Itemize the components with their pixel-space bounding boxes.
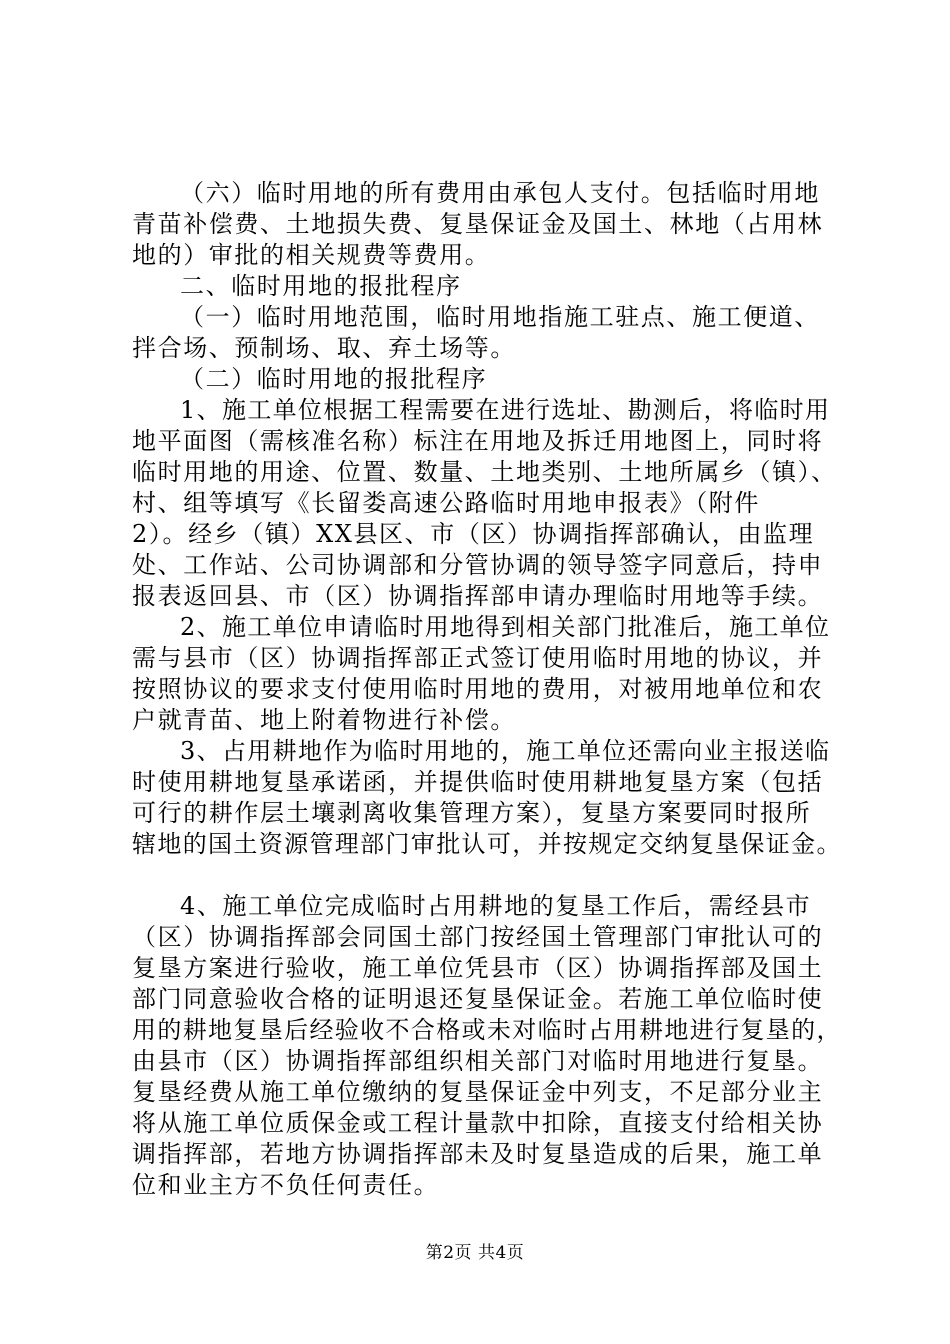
text-line-14: 报表返回县、市（区）协调指挥部申请办理临时用地等手续。 <box>132 582 824 610</box>
text-line-2: 青苗补偿费、土地损失费、复垦保证金及国土、林地（占用林 <box>132 210 824 238</box>
text-line-9: 地平面图（需核准名称）标注在用地及拆迁用地图上，同时将 <box>132 427 824 455</box>
text-line-26: 部门同意验收合格的证明退还复垦保证金。若施工单位临时使 <box>132 985 824 1013</box>
text-line-19: 3、占用耕地作为临时用地的，施工单位还需向业主报送临 <box>180 737 831 765</box>
text-line-10: 临时用地的用途、位置、数量、土地类别、土地所属乡（镇）、 <box>132 458 837 486</box>
text-line-24: （区）协调指挥部会同国土部门按经国土管理部门审批认可的 <box>132 923 824 951</box>
text-line-23: 4、施工单位完成临时占用耕地的复垦工作后，需经县市 <box>180 892 812 920</box>
text-line-12: 2）。经乡（镇）XX县区、市（区）协调指挥部确认，由监理 <box>132 520 815 548</box>
text-line-22: 辖地的国土资源管理部门审批认可，并按规定交纳复垦保证金。 <box>132 830 842 858</box>
text-line-28: 由县市（区）协调指挥部组织相关部门对临时用地进行复垦。 <box>132 1047 824 1075</box>
text-line-13: 处、工作站、公司协调部和分管协调的领导签字同意后，持申 <box>132 551 824 579</box>
text-line-21: 可行的耕作层土壤剥离收集管理方案），复垦方案要同时报所 <box>132 799 812 827</box>
text-line-16: 需与县市（区）协调指挥部正式签订使用临时用地的协议，并 <box>132 644 824 672</box>
subsection-heading: （二）临时用地的报批程序 <box>180 365 488 393</box>
text-line-17: 按照协议的要求支付使用临时用地的费用，对被用地单位和农 <box>132 675 824 703</box>
text-line-15: 2、施工单位申请临时用地得到相关部门批准后，施工单位 <box>180 613 831 641</box>
text-line-8: 1、施工单位根据工程需要在进行选址、勘测后，将临时用 <box>180 396 831 424</box>
text-line-25: 复垦方案进行验收，施工单位凭县市（区）协调指挥部及国土 <box>132 954 824 982</box>
text-line-27: 用的耕地复垦后经验收不合格或未对临时占用耕地进行复垦的， <box>132 1016 842 1044</box>
text-line-5: （一）临时用地范围，临时用地指施工驻点、施工便道、 <box>180 303 820 331</box>
text-line-11: 村、组等填写《长留娄高速公路临时用地申报表》（附件 <box>132 489 760 517</box>
text-line-18: 户就青苗、地上附着物进行补偿。 <box>132 706 516 734</box>
text-line-30: 将从施工单位质保金或工程计量款中扣除，直接支付给相关协 <box>132 1109 824 1137</box>
text-line-1: （六）临时用地的所有费用由承包人支付。包括临时用地 <box>180 179 820 207</box>
text-line-20: 时使用耕地复垦承诺函，并提供临时使用耕地复垦方案（包括 <box>132 768 824 796</box>
text-line-31: 调指挥部，若地方协调指挥部未及时复垦造成的后果，施工单 <box>132 1140 824 1168</box>
text-line-29: 复垦经费从施工单位缴纳的复垦保证金中列支，不足部分业主 <box>132 1078 824 1106</box>
page-footer: 第2页 共4页 <box>425 1243 525 1263</box>
text-line-32: 位和业主方不负任何责任。 <box>132 1171 440 1199</box>
text-line-3: 地的）审批的相关规费等费用。 <box>132 241 491 269</box>
section-heading-2: 二、临时用地的报批程序 <box>180 272 462 300</box>
text-line-6: 拌合场、预制场、取、弃土场等。 <box>132 334 516 362</box>
